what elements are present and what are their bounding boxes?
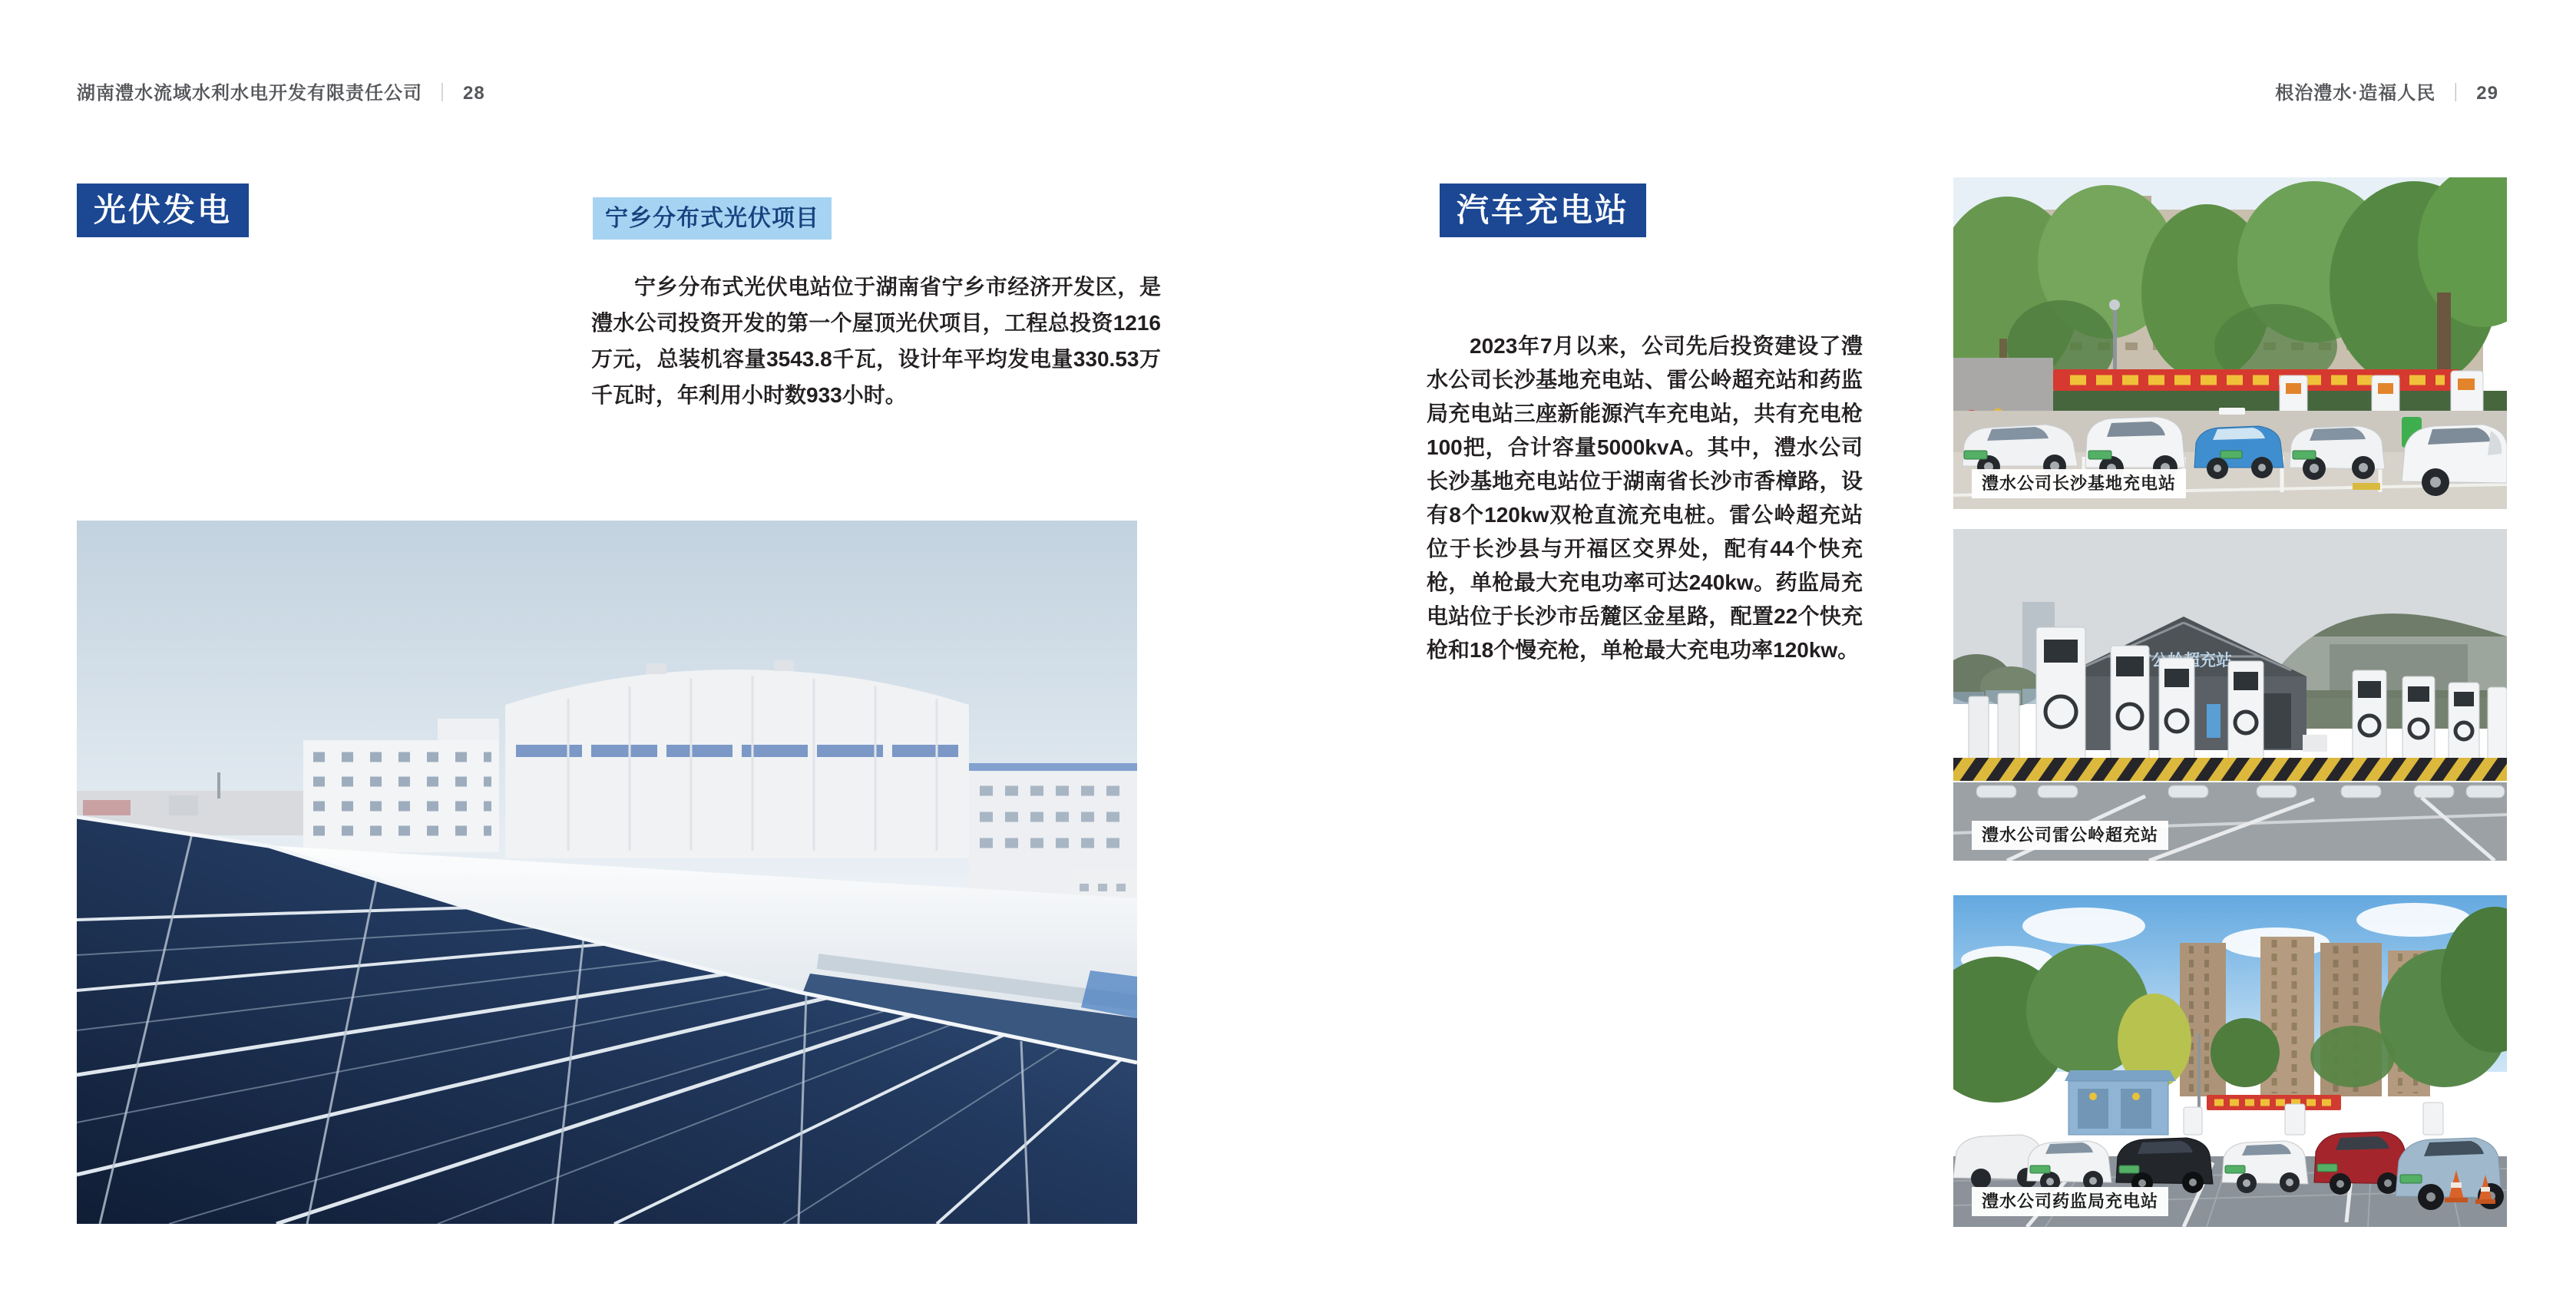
- photo-caption: 澧水公司雷公岭超充站: [1972, 821, 2168, 850]
- running-header-right: [2275, 78, 2498, 104]
- leigongling-illustration: [1953, 529, 2507, 861]
- stone-wall: [1953, 358, 2053, 418]
- header-separator: ｜: [433, 83, 452, 104]
- project-tag-ningxiang: 宁乡分布式光伏项目: [593, 197, 832, 240]
- page-number-right: 29: [2476, 83, 2498, 104]
- solar-paragraph: 宁乡分布式光伏电站位于湖南省宁乡市经济开发区，是澧水公司投资开发的第一个屋顶光伏项目，工程总投资1216万元，总装机容量3543.8千瓦，设计年平均发电量330.53万千瓦时，年利用小时数933小时。: [591, 275, 1161, 407]
- yaojianju-illustration: [1953, 895, 2507, 1227]
- changsha-base-station-photo: [1953, 177, 2507, 509]
- photo-caption: 澧水公司药监局充电站: [1972, 1187, 2168, 1216]
- charging-paragraph: 2023年7月以来，公司先后投资建设了澧水公司长沙基地充电站、雷公岭超充站和药监局充电站三座新能源汽车充电站，共有充电枪100把，合计容量5000kvA。其中，澧水公司长沙基地充电站位于湖南省长沙市香樟路，设有8个120kw双枪直流充电桩。雷公岭超充站位于长沙县与开福区交界处，配有44个快充枪，单枪最大充电功率可达240kw。药监局充电站位于长沙市岳麓区金星路，配置22个快充枪和18个慢充枪，单枪最大充电功率120kw。: [1427, 334, 1863, 662]
- striped-barrier: [1953, 758, 2507, 781]
- page-number-left: 28: [463, 83, 485, 104]
- section-title-charging: 汽车充电站: [1440, 184, 1646, 237]
- solar-panels-illustration: [77, 521, 1137, 1224]
- running-header-left: [77, 78, 485, 104]
- leigongling-station-photo: [1953, 529, 2507, 861]
- section-title-solar: 光伏发电: [77, 184, 249, 237]
- wheel-stop: [2353, 483, 2380, 490]
- header-separator: ｜: [2446, 83, 2466, 104]
- photo-caption: 澧水公司长沙基地充电站: [1972, 469, 2186, 498]
- transformer-cabinet: [2065, 1070, 2176, 1135]
- company-name: 湖南澧水流域水利水电开发有限责任公司: [77, 83, 422, 104]
- solar-panels-photo: [77, 521, 1137, 1224]
- changsha-base-illustration: [1953, 177, 2507, 509]
- yaojianju-station-photo: [1953, 895, 2507, 1227]
- slogan: 根治澧水·造福人民: [2275, 83, 2436, 104]
- banner-red: [2207, 1095, 2341, 1110]
